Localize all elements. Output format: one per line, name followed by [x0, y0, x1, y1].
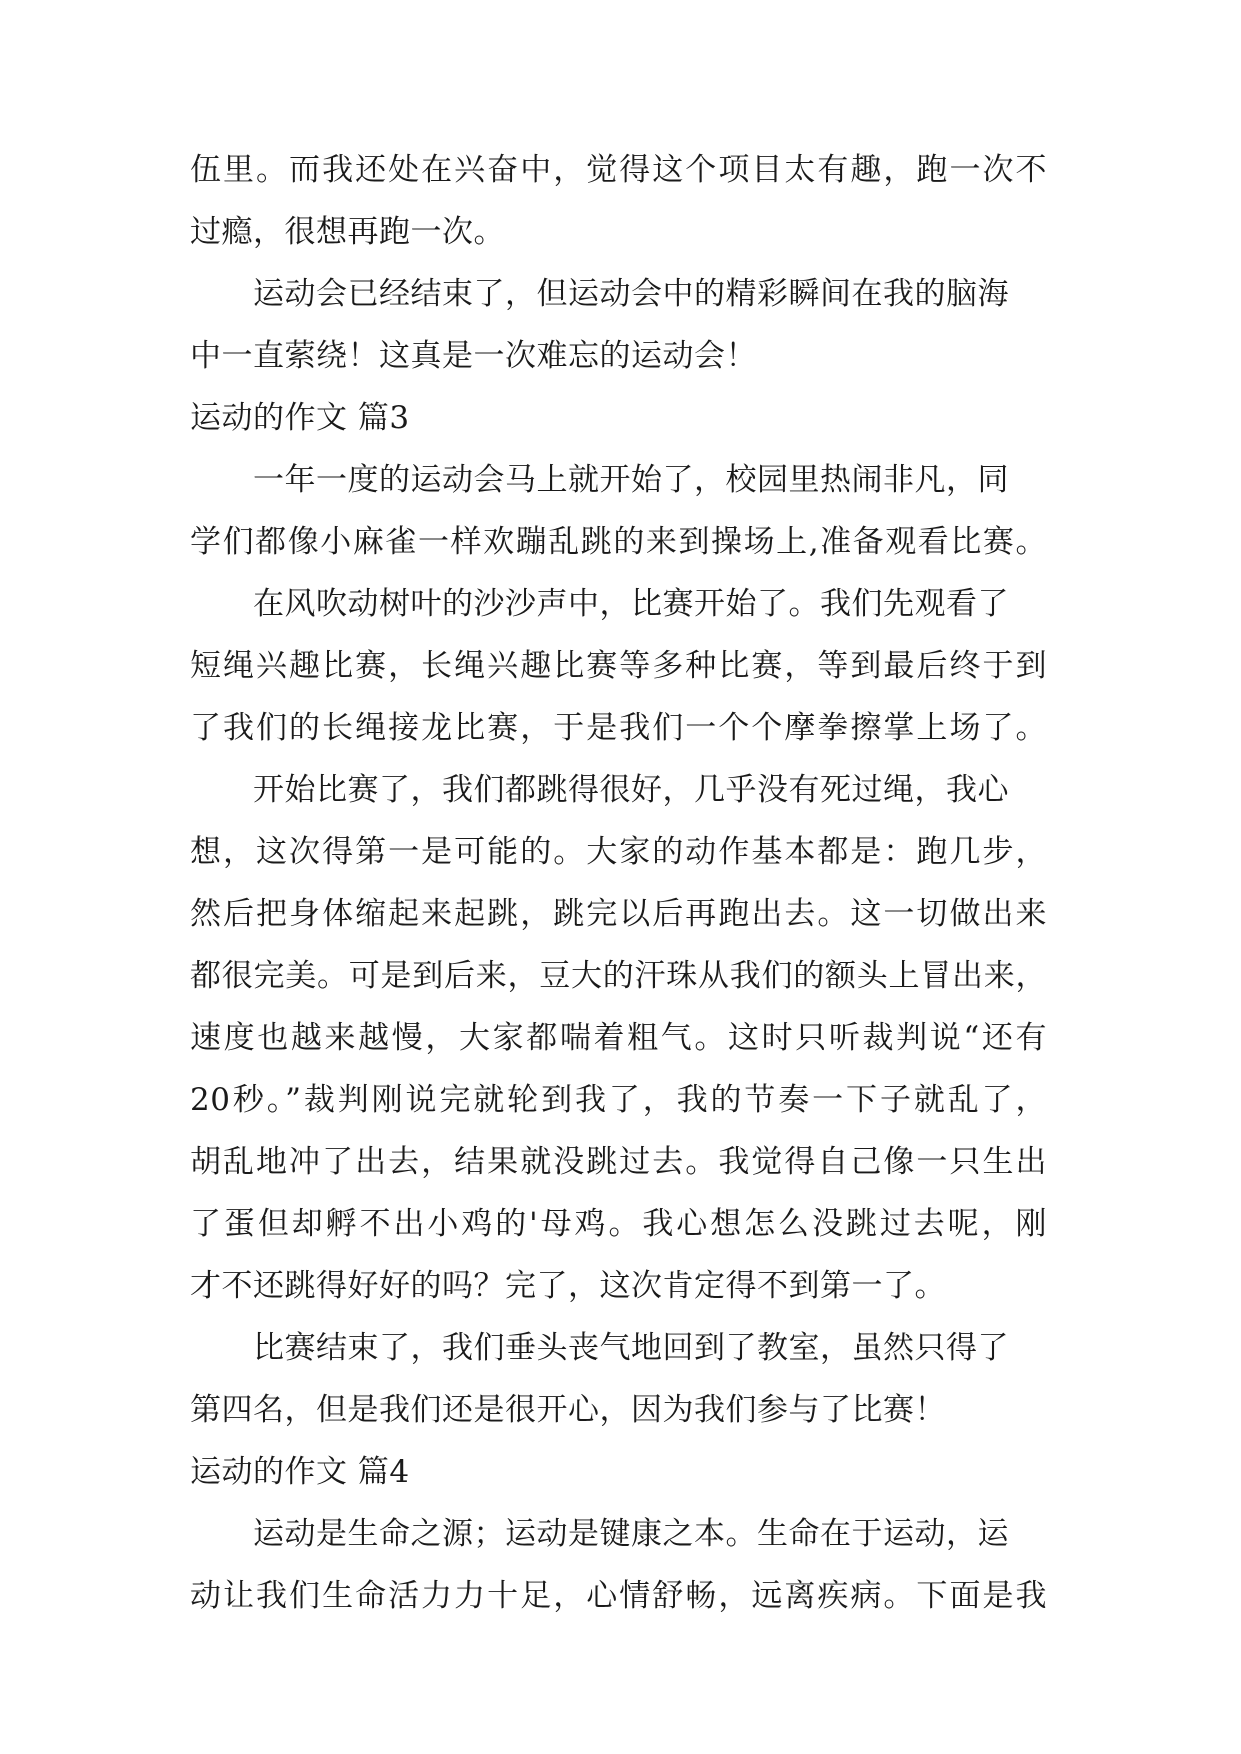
paragraph-line: 学们都像小麻雀一样欢蹦乱跳的来到操场上,准备观看比赛。 [190, 524, 1047, 560]
paragraph-line: 20秒。”裁判刚说完就轮到我了，我的节奏一下子就乱了， [190, 1082, 1047, 1118]
paragraph-line: 过瘾，很想再跑一次。 [190, 214, 505, 250]
paragraph-line: 想，这次得第一是可能的。大家的动作基本都是：跑几步， [190, 834, 1047, 870]
paragraph-line: 第四名，但是我们还是很开心，因为我们参与了比赛！ [190, 1392, 946, 1428]
section-heading: 运动的作文 篇3 [190, 400, 410, 436]
paragraph-line: 短绳兴趣比赛，长绳兴趣比赛等多种比赛，等到最后终于到 [190, 648, 1047, 684]
paragraph-line: 比赛结束了，我们垂头丧气地回到了教室，虽然只得了 [253, 1330, 1009, 1366]
paragraph-line: 了蛋但却孵不出小鸡的'母鸡。我心想怎么没跳过去呢，刚 [190, 1206, 1047, 1242]
paragraph-line: 运动会已经结束了，但运动会中的精彩瞬间在我的脑海 [253, 276, 1009, 312]
paragraph-line: 中一直萦绕！这真是一次难忘的运动会！ [190, 338, 757, 374]
paragraph-line: 胡乱地冲了出去，结果就没跳过去。我觉得自己像一只生出 [190, 1144, 1047, 1180]
section-heading: 运动的作文 篇4 [190, 1454, 410, 1490]
paragraph-line: 一年一度的运动会马上就开始了，校园里热闹非凡，同 [253, 462, 1009, 498]
paragraph-line: 开始比赛了，我们都跳得很好，几乎没有死过绳，我心 [253, 772, 1009, 808]
paragraph-line: 都很完美。可是到后来，豆大的汗珠从我们的额头上冒出来， [190, 958, 1047, 994]
paragraph-line: 动让我们生命活力力十足，心情舒畅，远离疾病。下面是我 [190, 1578, 1047, 1614]
paragraph-line: 了我们的长绳接龙比赛，于是我们一个个摩拳擦掌上场了。 [190, 710, 1047, 746]
paragraph-line: 运动是生命之源；运动是键康之本。生命在于运动，运 [253, 1516, 1009, 1552]
paragraph-line: 速度也越来越慢，大家都喘着粗气。这时只听裁判说“还有 [190, 1020, 1047, 1056]
paragraph-line: 伍里。而我还处在兴奋中，觉得这个项目太有趣，跑一次不 [190, 152, 1047, 188]
paragraph-line: 才不还跳得好好的吗？完了，这次肯定得不到第一了。 [190, 1268, 946, 1304]
paragraph-line: 然后把身体缩起来起跳，跳完以后再跑出去。这一切做出来 [190, 896, 1047, 932]
paragraph-line: 在风吹动树叶的沙沙声中，比赛开始了。我们先观看了 [253, 586, 1009, 622]
